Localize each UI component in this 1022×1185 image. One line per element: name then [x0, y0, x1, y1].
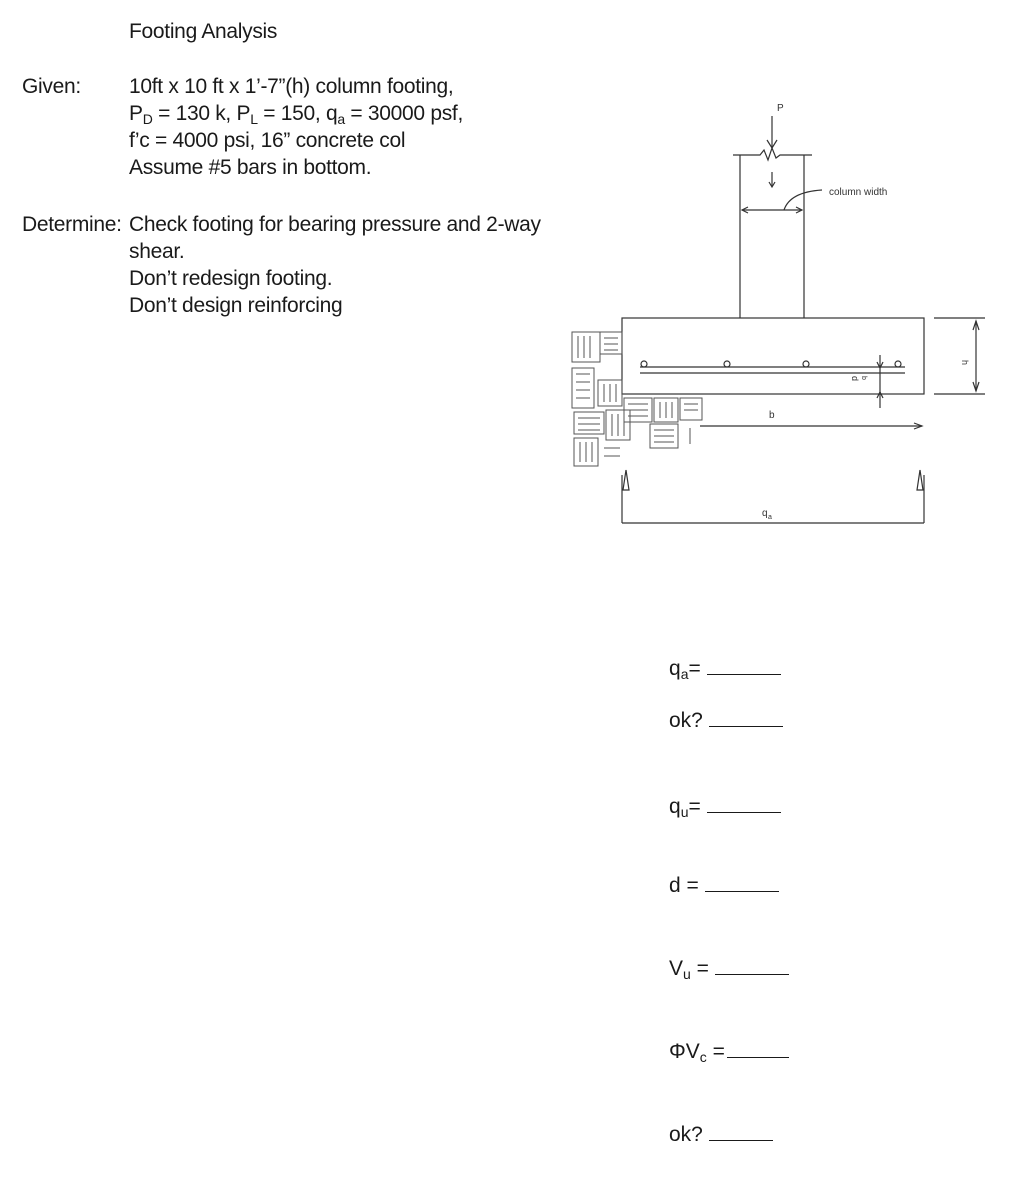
d-label: d	[850, 376, 860, 382]
column-width-leader	[784, 190, 822, 210]
q-sub-label: a	[768, 514, 772, 521]
b-label: b	[769, 410, 775, 421]
answer-d-blank[interactable]	[705, 873, 779, 892]
determine-line-4: Don’t design reinforcing	[129, 294, 343, 317]
determine-line-1: Check footing for bearing pressure and 2-way	[129, 213, 541, 236]
answer-qu: $q_u=$	[669, 794, 781, 819]
given-line-1: 10ft x 10 ft x 1’-7”(h) column footing,	[129, 75, 454, 98]
footing-outline	[622, 318, 924, 394]
answer-ok-1-blank[interactable]	[709, 708, 783, 727]
answer-qu-blank[interactable]	[707, 794, 781, 813]
d-sub-label: b	[860, 376, 867, 380]
column-break-line	[733, 148, 812, 160]
answer-ok-1: ok?	[669, 708, 783, 733]
footing-diagram	[560, 95, 1000, 535]
answer-qa-blank[interactable]	[707, 656, 781, 675]
rebar-2	[724, 361, 730, 367]
answer-phi-vc: $\Phi V_c$ =	[669, 1039, 789, 1064]
given-line-4: Assume #5 bars in bottom.	[129, 156, 372, 179]
soil-hatching	[572, 332, 702, 466]
load-label: P	[777, 103, 784, 114]
answer-phi-vc-blank[interactable]	[727, 1039, 789, 1058]
rebar-3	[803, 361, 809, 367]
answer-qa: $q_a=$	[669, 656, 781, 681]
answer-vu: $V_u$ =	[669, 956, 789, 981]
h-label: h	[960, 360, 970, 366]
rebar-1	[641, 361, 647, 367]
q-label: q	[762, 508, 768, 519]
determine-block	[129, 211, 541, 319]
answer-ok-2: ok?	[669, 1122, 773, 1147]
column-width-label: column width	[829, 187, 888, 198]
determine-line-2: shear.	[129, 240, 185, 263]
given-label: Given:	[22, 75, 81, 98]
given-line-3: f’c = 4000 psi, 16” concrete col	[129, 129, 406, 152]
answer-ok-2-blank[interactable]	[709, 1122, 773, 1141]
answer-vu-blank[interactable]	[715, 956, 789, 975]
determine-line-3: Don’t redesign footing.	[129, 267, 333, 290]
given-block	[129, 73, 463, 181]
page-title: Footing Analysis	[129, 20, 278, 43]
determine-label: Determine:	[22, 213, 122, 236]
rebar-4	[895, 361, 901, 367]
given-line-2: $P_D = 130$ k, $P_L = 150$, $q_a = 30000$ psf,	[129, 102, 463, 127]
answer-d: d =	[669, 873, 779, 898]
